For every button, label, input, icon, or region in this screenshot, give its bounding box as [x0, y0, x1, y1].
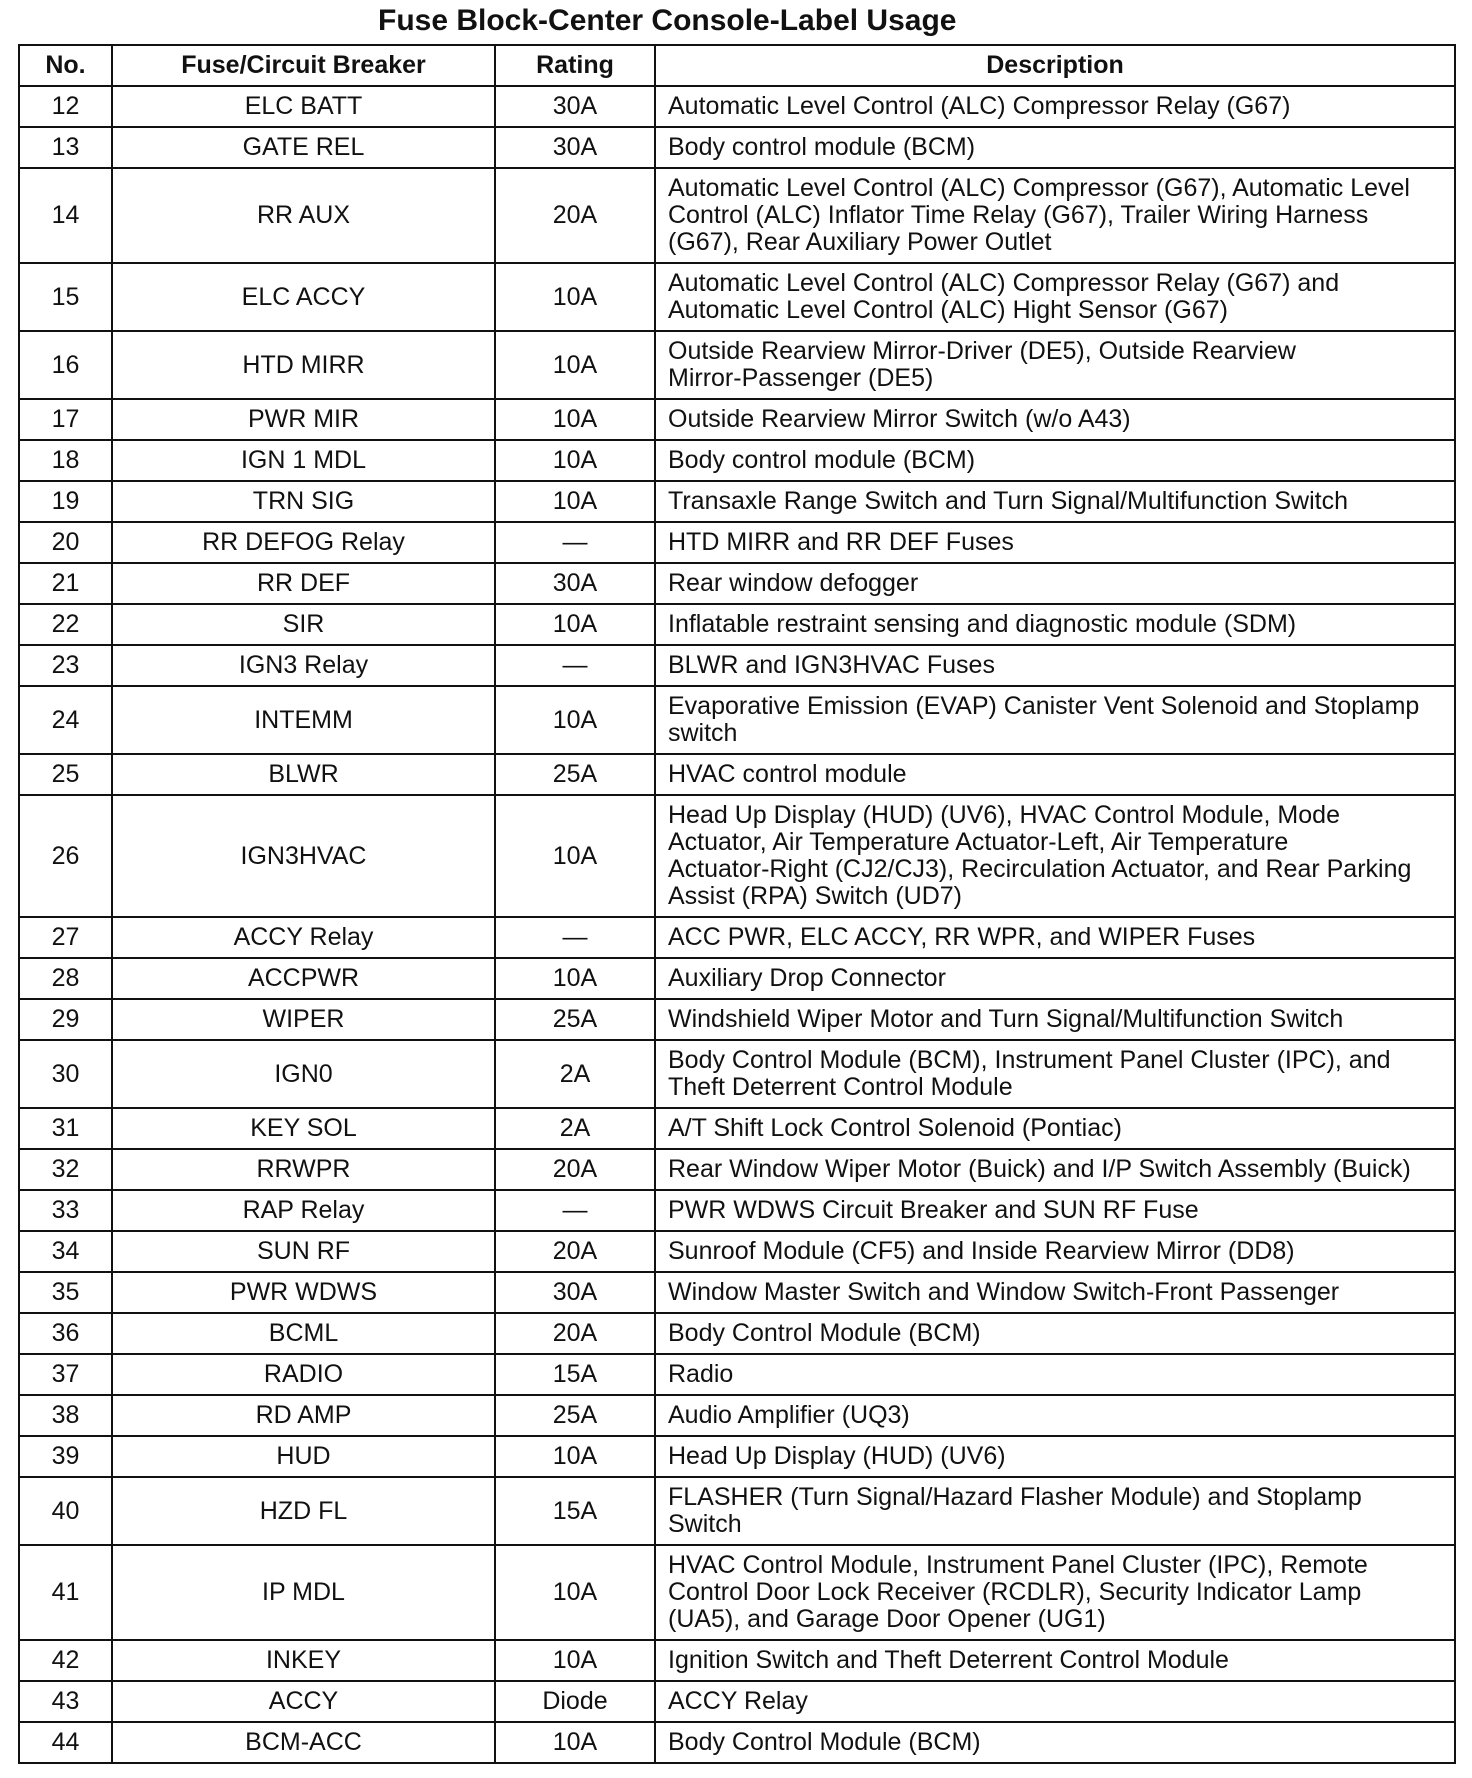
fuse-label: PWR MIR	[112, 399, 495, 440]
fuse-number: 24	[19, 686, 112, 754]
table-row	[19, 1722, 1455, 1763]
fuse-label: IP MDL	[112, 1545, 495, 1640]
table-row	[19, 999, 1455, 1040]
table-row	[19, 168, 1455, 263]
fuse-rating: —	[495, 645, 655, 686]
fuse-number: 39	[19, 1436, 112, 1477]
table-row	[19, 399, 1455, 440]
fuse-number: 16	[19, 331, 112, 399]
table-row	[19, 1190, 1455, 1231]
fuse-label: ELC ACCY	[112, 263, 495, 331]
page-title: Fuse Block-Center Console-Label Usage	[378, 4, 957, 37]
fuse-description: Automatic Level Control (ALC) Compressor Relay (G67) and Automatic Level Control (ALC) Hight Sensor (G67)	[655, 263, 1455, 331]
header-description: Description	[655, 45, 1455, 86]
fuse-number: 36	[19, 1313, 112, 1354]
header-no: No.	[19, 45, 112, 86]
fuse-number: 34	[19, 1231, 112, 1272]
fuse-label: RD AMP	[112, 1395, 495, 1436]
fuse-description: Inflatable restraint sensing and diagnostic module (SDM)	[655, 604, 1455, 645]
table-header-row	[19, 45, 1455, 86]
fuse-number: 37	[19, 1354, 112, 1395]
fuse-description: HVAC Control Module, Instrument Panel Cluster (IPC), Remote Control Door Lock Receiver (RCDLR), Security Indicator Lamp (UA5), and Garage Door Opener (UG1)	[655, 1545, 1455, 1640]
fuse-description: HVAC control module	[655, 754, 1455, 795]
fuse-description: Outside Rearview Mirror-Driver (DE5), Outside Rearview Mirror-Passenger (DE5)	[655, 331, 1455, 399]
fuse-label: HUD	[112, 1436, 495, 1477]
fuse-description: Rear Window Wiper Motor (Buick) and I/P Switch Assembly (Buick)	[655, 1149, 1455, 1190]
fuse-rating: 15A	[495, 1477, 655, 1545]
fuse-description: Automatic Level Control (ALC) Compressor Relay (G67)	[655, 86, 1455, 127]
table-row	[19, 1313, 1455, 1354]
fuse-description: Rear window defogger	[655, 563, 1455, 604]
fuse-number: 20	[19, 522, 112, 563]
fuse-description: Outside Rearview Mirror Switch (w/o A43)	[655, 399, 1455, 440]
fuse-label: WIPER	[112, 999, 495, 1040]
fuse-label: RR DEFOG Relay	[112, 522, 495, 563]
fuse-rating: 10A	[495, 440, 655, 481]
fuse-description: BLWR and IGN3HVAC Fuses	[655, 645, 1455, 686]
fuse-label: IGN 1 MDL	[112, 440, 495, 481]
table-row	[19, 1272, 1455, 1313]
fuse-description: Sunroof Module (CF5) and Inside Rearview Mirror (DD8)	[655, 1231, 1455, 1272]
table-row	[19, 1354, 1455, 1395]
fuse-rating: 10A	[495, 686, 655, 754]
table-row	[19, 917, 1455, 958]
fuse-description: Body Control Module (BCM), Instrument Panel Cluster (IPC), and Theft Deterrent Control Module	[655, 1040, 1455, 1108]
fuse-description: Auxiliary Drop Connector	[655, 958, 1455, 999]
fuse-number: 28	[19, 958, 112, 999]
table-row	[19, 1108, 1455, 1149]
fuse-rating: —	[495, 1190, 655, 1231]
fuse-number: 25	[19, 754, 112, 795]
table-row	[19, 1681, 1455, 1722]
fuse-number: 35	[19, 1272, 112, 1313]
fuse-rating: 25A	[495, 754, 655, 795]
fuse-rating: 15A	[495, 1354, 655, 1395]
fuse-label: RADIO	[112, 1354, 495, 1395]
fuse-description: HTD MIRR and RR DEF Fuses	[655, 522, 1455, 563]
fuse-rating: 20A	[495, 1313, 655, 1354]
fuse-description: Head Up Display (HUD) (UV6)	[655, 1436, 1455, 1477]
fuse-label: RAP Relay	[112, 1190, 495, 1231]
fuse-description: Body Control Module (BCM)	[655, 1313, 1455, 1354]
fuse-rating: 10A	[495, 1722, 655, 1763]
fuse-label: TRN SIG	[112, 481, 495, 522]
fuse-label: ACCPWR	[112, 958, 495, 999]
fuse-description: Evaporative Emission (EVAP) Canister Vent Solenoid and Stoplamp switch	[655, 686, 1455, 754]
fuse-number: 27	[19, 917, 112, 958]
fuse-rating: 10A	[495, 331, 655, 399]
fuse-description: ACCY Relay	[655, 1681, 1455, 1722]
fuse-number: 14	[19, 168, 112, 263]
fuse-description: Radio	[655, 1354, 1455, 1395]
fuse-rating: 10A	[495, 263, 655, 331]
fuse-rating: 2A	[495, 1040, 655, 1108]
fuse-number: 40	[19, 1477, 112, 1545]
fuse-number: 38	[19, 1395, 112, 1436]
table-row	[19, 1231, 1455, 1272]
fuse-number: 21	[19, 563, 112, 604]
fuse-rating: 25A	[495, 1395, 655, 1436]
fuse-rating: 10A	[495, 604, 655, 645]
fuse-description: FLASHER (Turn Signal/Hazard Flasher Module) and Stoplamp Switch	[655, 1477, 1455, 1545]
table-row	[19, 686, 1455, 754]
fuse-description: Transaxle Range Switch and Turn Signal/Multifunction Switch	[655, 481, 1455, 522]
fuse-number: 13	[19, 127, 112, 168]
fuse-label: RRWPR	[112, 1149, 495, 1190]
table-row	[19, 1545, 1455, 1640]
fuse-label: INKEY	[112, 1640, 495, 1681]
table-row	[19, 1477, 1455, 1545]
fuse-number: 15	[19, 263, 112, 331]
fuse-label: RR DEF	[112, 563, 495, 604]
table-row	[19, 440, 1455, 481]
fuse-number: 32	[19, 1149, 112, 1190]
fuse-description: PWR WDWS Circuit Breaker and SUN RF Fuse	[655, 1190, 1455, 1231]
fuse-number: 29	[19, 999, 112, 1040]
fuse-rating: 30A	[495, 86, 655, 127]
fuse-description: Body control module (BCM)	[655, 440, 1455, 481]
fuse-number: 18	[19, 440, 112, 481]
fuse-label: IGN3 Relay	[112, 645, 495, 686]
fuse-number: 26	[19, 795, 112, 917]
fuse-label: INTEMM	[112, 686, 495, 754]
fuse-label: HZD FL	[112, 1477, 495, 1545]
fuse-description: Head Up Display (HUD) (UV6), HVAC Control Module, Mode Actuator, Air Temperature Actuator-Left, Air Temperature Actuator-Right (CJ2/CJ3), Recirculation Actuator, and Rear Parking Assist (RPA) Switch (UD7)	[655, 795, 1455, 917]
fuse-label: RR AUX	[112, 168, 495, 263]
table-row	[19, 86, 1455, 127]
fuse-label: ELC BATT	[112, 86, 495, 127]
fuse-number: 19	[19, 481, 112, 522]
table-row	[19, 1436, 1455, 1477]
fuse-rating: 2A	[495, 1108, 655, 1149]
fuse-number: 33	[19, 1190, 112, 1231]
table-row	[19, 795, 1455, 917]
table-row	[19, 127, 1455, 168]
table-row	[19, 1640, 1455, 1681]
table-row	[19, 263, 1455, 331]
fuse-number: 30	[19, 1040, 112, 1108]
fuse-label: GATE REL	[112, 127, 495, 168]
table-row	[19, 481, 1455, 522]
fuse-rating: Diode	[495, 1681, 655, 1722]
fuse-number: 12	[19, 86, 112, 127]
fuse-rating: 20A	[495, 1149, 655, 1190]
header-fuse-circuit-breaker: Fuse/Circuit Breaker	[112, 45, 495, 86]
table-row	[19, 604, 1455, 645]
fuse-description: Windshield Wiper Motor and Turn Signal/Multifunction Switch	[655, 999, 1455, 1040]
fuse-description: Body control module (BCM)	[655, 127, 1455, 168]
fuse-label: BCML	[112, 1313, 495, 1354]
table-row	[19, 1149, 1455, 1190]
fuse-label: PWR WDWS	[112, 1272, 495, 1313]
fuse-rating: 30A	[495, 563, 655, 604]
fuse-rating: 30A	[495, 1272, 655, 1313]
fuse-label: ACCY Relay	[112, 917, 495, 958]
fuse-description: ACC PWR, ELC ACCY, RR WPR, and WIPER Fuses	[655, 917, 1455, 958]
fuse-number: 23	[19, 645, 112, 686]
fuse-description: Body Control Module (BCM)	[655, 1722, 1455, 1763]
fuse-description: Ignition Switch and Theft Deterrent Control Module	[655, 1640, 1455, 1681]
fuse-rating: —	[495, 522, 655, 563]
fuse-rating: 10A	[495, 958, 655, 999]
fuse-description: Automatic Level Control (ALC) Compressor (G67), Automatic Level Control (ALC) Inflator Time Relay (G67), Trailer Wiring Harness (G67), Rear Auxiliary Power Outlet	[655, 168, 1455, 263]
fuse-label: SUN RF	[112, 1231, 495, 1272]
fuse-label: KEY SOL	[112, 1108, 495, 1149]
fuse-label: HTD MIRR	[112, 331, 495, 399]
fuse-rating: 10A	[495, 481, 655, 522]
fuse-label: ACCY	[112, 1681, 495, 1722]
fuse-rating: 30A	[495, 127, 655, 168]
table-row	[19, 522, 1455, 563]
fuse-label: SIR	[112, 604, 495, 645]
fuse-rating: 10A	[495, 1436, 655, 1477]
table-row	[19, 1395, 1455, 1436]
fuse-label: IGN3HVAC	[112, 795, 495, 917]
table-row	[19, 754, 1455, 795]
fuse-rating: 20A	[495, 1231, 655, 1272]
table-row	[19, 645, 1455, 686]
table-row	[19, 331, 1455, 399]
fuse-rating: 10A	[495, 795, 655, 917]
fuse-number: 31	[19, 1108, 112, 1149]
fuse-rating: 10A	[495, 1545, 655, 1640]
table-row	[19, 563, 1455, 604]
fuse-rating: 20A	[495, 168, 655, 263]
fuse-label: BLWR	[112, 754, 495, 795]
fuse-description: Audio Amplifier (UQ3)	[655, 1395, 1455, 1436]
fuse-rating: 10A	[495, 1640, 655, 1681]
fuse-rating: —	[495, 917, 655, 958]
fuse-rating: 10A	[495, 399, 655, 440]
fuse-rating: 25A	[495, 999, 655, 1040]
fuse-description: Window Master Switch and Window Switch-Front Passenger	[655, 1272, 1455, 1313]
fuse-label: IGN0	[112, 1040, 495, 1108]
fuse-number: 44	[19, 1722, 112, 1763]
fuse-usage-table	[18, 44, 1456, 1764]
fuse-number: 22	[19, 604, 112, 645]
fuse-number: 17	[19, 399, 112, 440]
header-rating: Rating	[495, 45, 655, 86]
fuse-number: 42	[19, 1640, 112, 1681]
fuse-number: 43	[19, 1681, 112, 1722]
fuse-number: 41	[19, 1545, 112, 1640]
fuse-label: BCM-ACC	[112, 1722, 495, 1763]
fuse-description: A/T Shift Lock Control Solenoid (Pontiac)	[655, 1108, 1455, 1149]
table-row	[19, 1040, 1455, 1108]
table-row	[19, 958, 1455, 999]
